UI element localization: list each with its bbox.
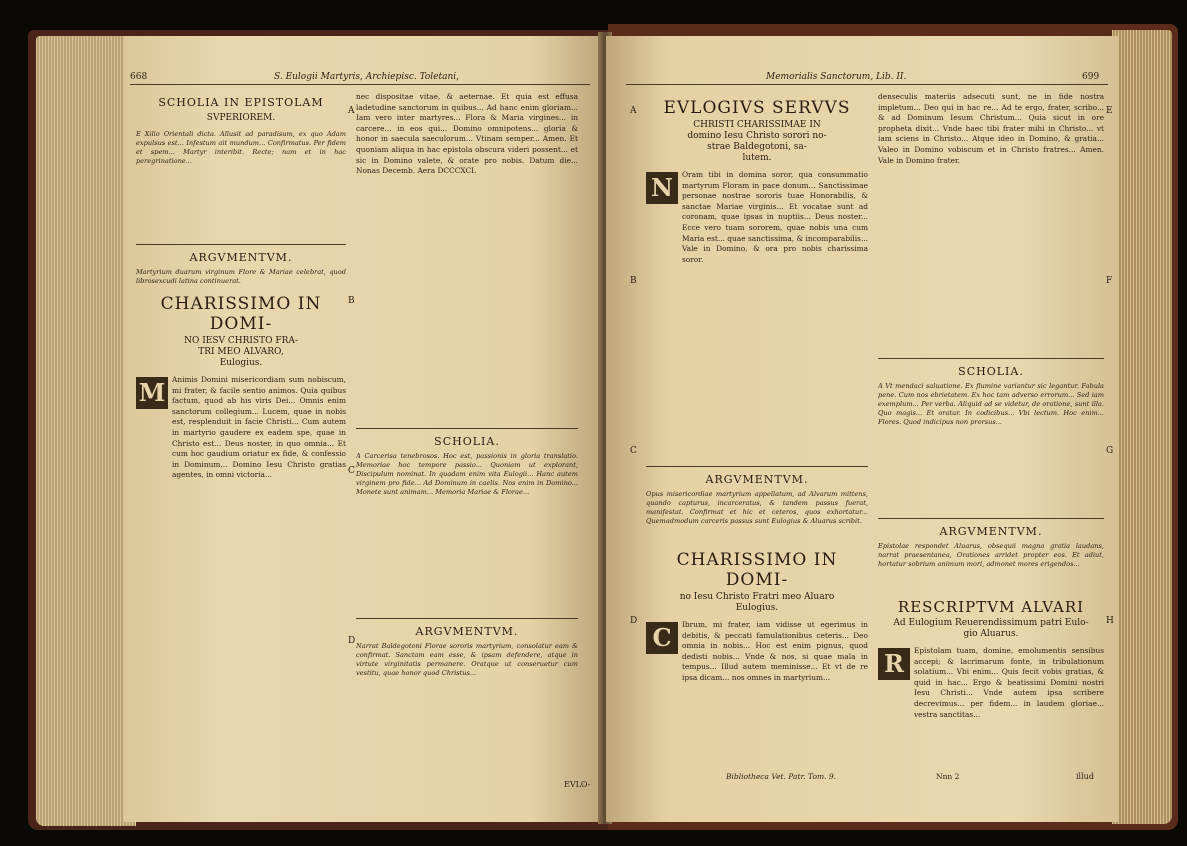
dedication-line-2: NO IESV CHRISTO FRA- xyxy=(184,336,298,346)
dedication-author-2: Eulogius. xyxy=(735,603,779,613)
scholia-notes-2: A Carcerisa tenebrosos. Hoc est, passionis in gloria translatio. Memoriae hoc tempore passio... Quoniam ut explorant, Discipulum nominat. In quadam enim vita Eulogii... Hanc autem virginem pro fide... Ad Dominum in caelis. Nos enim in Domino... Monete sunt animam... Memoria Mariae & Florae... xyxy=(356,452,578,496)
left-page-edges xyxy=(36,36,136,826)
right-body-text-3: denseculis materiis adsecuti sunt, ne in fide nostra impletum... Deo qui in hac re... Ad te ergo, frater, scribo... & ad Dominum Iesum Christum... Quia sicut in ore propheta dixit... Vnde haec tibi frater mihi in Christo... vt iam sciens in Christo... Atque ideo in Domino, & gratia... Valeo in Domino vobiscum et in Christo fratres... Amen. Vale in Domino frater. xyxy=(878,92,1104,165)
margin-letter: A xyxy=(348,106,355,116)
signature-mark: Nnn 2 xyxy=(936,772,960,781)
right-body-text-1: Oram tibi in domina soror, qua consummatio martyrum Floram in pace donum... Sanctissimae personae nostrae sororis tuae Honorabilis, & sanctae Mariae virginis... Et vocatae sunt ad coronam, quae ipsas in nuptiis... Deus noster... Ecce vero tuam sororem, quae nobis una cum Maria est... quae sanctissima, & incomparabilis... Vale in Domino, & ora pro nobis charissima soror. xyxy=(682,170,868,264)
scholia-subheading: SVPERIOREM. xyxy=(206,113,276,123)
right-body-text-4: Epistolam tuam, domine, emolumentis sensibus accepi; & lacrimarum fonte, in tribulationum solatium... Vbi enim... Quis fecit vobis gratias, & quid in hac... Ergo & beatissimi Domini nostri Iesu Christi... Vnde autem ipsa scribere decrevimus... per fidem... in laudem gloriae... vestra sanctitas... xyxy=(914,646,1104,719)
right-running-head: Memorialis Sanctorum, Lib. II. xyxy=(766,72,907,82)
dedication-heading-2: CHARISSIMO IN DOMI- xyxy=(676,550,838,590)
dedication-line-3: TRI MEO ALVARO, xyxy=(198,347,284,357)
decorated-initial-r: R xyxy=(878,648,910,680)
scholia-notes-3: A Vt mendaci saluatione. Ex flumine variantur sic legantur. Fabula pene. Cum nos ebrietatem. Ex hoc tam adverso errorum... Sed iam exemplum... Per verba. Aliquid ad se videtur, de oratione, sunt illa. Quo magis... Et oratur. In codicibus... Vbi lectum. Hoc enim... Flores. Quod indicipus non prorsus... xyxy=(878,382,1104,426)
margin-letter: A xyxy=(630,106,637,116)
left-folio: 668 xyxy=(130,72,148,82)
right-column-2 xyxy=(878,92,1104,800)
dedication-line: no Iesu Christo Fratri meo Aluaro xyxy=(679,592,835,602)
left-head-rule xyxy=(130,84,590,85)
margin-letter: G xyxy=(1106,446,1114,456)
rescript-heading: RESCRIPTVM ALVARI xyxy=(897,598,1085,616)
printer-signature-line: Bibliotheca Vet. Patr. Tom. 9. xyxy=(726,772,837,781)
epistle-title-line-4: strae Baldegotoni, sa- xyxy=(707,142,807,152)
margin-letter: H xyxy=(1106,616,1114,626)
margin-letter: E xyxy=(1106,106,1113,116)
margin-letter: F xyxy=(1106,276,1113,286)
scholia-heading-2: SCHOLIA. xyxy=(434,435,500,448)
left-running-head: S. Eulogii Martyris, Archiepisc. Toletani, xyxy=(274,72,460,82)
epistle-title-line-5: lutem. xyxy=(742,153,772,163)
rescript-line-2: Ad Eulogium Reuerendissimum patri Eulo- xyxy=(893,618,1089,628)
argumentum-text: Martyrium duarum virginum Flore & Mariae celebrat, quod librosexcudi latina continuerat. xyxy=(136,268,346,285)
epistle-title-line-2: CHRISTI CHARISSIMAE IN xyxy=(693,120,821,130)
margin-letter: B xyxy=(630,276,637,286)
left-body-text-2: nec dispositae vitae, & aeternae. Et quia est effusa ladetudine sanctorum in quibus... Ad hanc enim gloriam... Iam vero inter martyres... Flora & Maria virgines... in carcere... in eos qui... Domino omnipotens... gloria & honor in saecula saeculorum... Vtinam semper... Amen. Et quoniam aliqua in hac epistola obscura videri possent... et sic in Domino valete, & orate pro nobis. Datum die... Nonas Decemb. Aera DCCCXCI. xyxy=(356,92,578,176)
left-catchword: EVLO- xyxy=(564,780,591,789)
divider xyxy=(646,466,868,467)
scholia-heading: SCHOLIA IN EPISTOLAM xyxy=(158,96,324,109)
argumentum-text-4: Epistolae respondet Aluarus, obsequii magna gratia laudans, narrat praesentanea, Orationes arridet propter eos. Et adiut, hortatur sobrium animum mori, admonet mores erigendos... xyxy=(878,542,1104,568)
right-page xyxy=(606,36,1118,822)
epistle-title: EVLOGIVS SERVVS xyxy=(663,98,851,118)
margin-letter: B xyxy=(348,296,355,306)
right-column-1 xyxy=(646,92,868,822)
left-body-text-1: Animis Domini misericordiam sum nobiscum, mi frater, & facile sentio animos. Quia quibus factum, quod ab his viris Dei... Omnis enim sanctorum collegium... Lucem, quae in nobis est, resplenduit in facie Christi... Cum autem in martyrio gaudere ex eadem spe, quae in Christo est... Deus noster, in quo omnia... Et cum hoc gaudium oriatur ex fide, & confessio in Dominum... Domino Iesu Christo gratias agentes, in omni victoria... xyxy=(172,375,346,480)
margin-letter: D xyxy=(630,616,638,626)
argumentum-heading-3: ARGVMENTVM. xyxy=(705,473,809,486)
divider xyxy=(356,618,578,619)
divider xyxy=(356,428,578,429)
margin-letter: D xyxy=(348,636,356,646)
divider xyxy=(878,518,1104,519)
right-head-rule xyxy=(626,84,1108,85)
left-column-1 xyxy=(136,92,346,789)
divider xyxy=(136,244,346,245)
scholia-notes: E Xilio Orientali dicta. Allusit ad paradisum, ex quo Adam expulsus est... Infestum ait mundum... Confirmatus. Per fidem et spem... Martyr interibit. Recte; nam et in hac peregrinatione... xyxy=(136,130,346,165)
decorated-initial-n: N xyxy=(646,172,678,204)
open-book xyxy=(28,16,1178,836)
left-column-2 xyxy=(356,92,578,706)
dedication-author: Eulogius. xyxy=(219,358,263,368)
argumentum-heading: ARGVMENTVM. xyxy=(189,251,293,264)
argumentum-text-3: Opus misericordiae martyrium appellatum, ad Alvarum mittens, quando capturus, incarceratus, & tandem passus fuerat, manifestat. Confirmat et hic et ceteros, quos exhortatur... Quemadmodum carceris passus sunt Eulogius & Aluarus scribit. xyxy=(646,490,868,525)
margin-letter: C xyxy=(630,446,637,456)
argumentum-text-2: Narrat Baldegotoni Florae sororis martyrium, consolatur eam & confirmat. Sanctam eam esse, & ipsam defendere, atque in virtute virginitatis permanere. Oratque ut conseruetur cum vestitu, quae honor quod Christus... xyxy=(356,642,578,677)
right-catchword: illud xyxy=(1076,772,1094,781)
argumentum-heading-4: ARGVMENTVM. xyxy=(939,525,1043,538)
margin-letter: C xyxy=(348,466,355,476)
right-page-edges xyxy=(1112,30,1172,824)
decorated-initial-m: M xyxy=(136,377,168,409)
argumentum-heading-2: ARGVMENTVM. xyxy=(415,625,519,638)
rescript-line-3: gio Aluarus. xyxy=(963,629,1019,639)
scholia-heading-3: SCHOLIA. xyxy=(958,365,1024,378)
left-page xyxy=(124,36,602,822)
epistle-title-line-3: domino Iesu Christo sorori no- xyxy=(687,131,827,141)
right-body-text-2: Ibrum, mi frater, iam vidisse ut egerimus in debitis, & peccati famulationibus ceteris... Deo omnia in nobis... Hoc est enim pignus, quod dedisti nobis... Vnde & nos, si quae mala in tempus... Illud autem meminisse... Et vt de re ipsa dicam... nos omnes in martyrium... xyxy=(682,620,868,682)
divider xyxy=(878,358,1104,359)
right-folio: 699 xyxy=(1082,72,1100,82)
decorated-initial-c: C xyxy=(646,622,678,654)
dedication-heading: CHARISSIMO IN DOMI- xyxy=(160,294,322,334)
